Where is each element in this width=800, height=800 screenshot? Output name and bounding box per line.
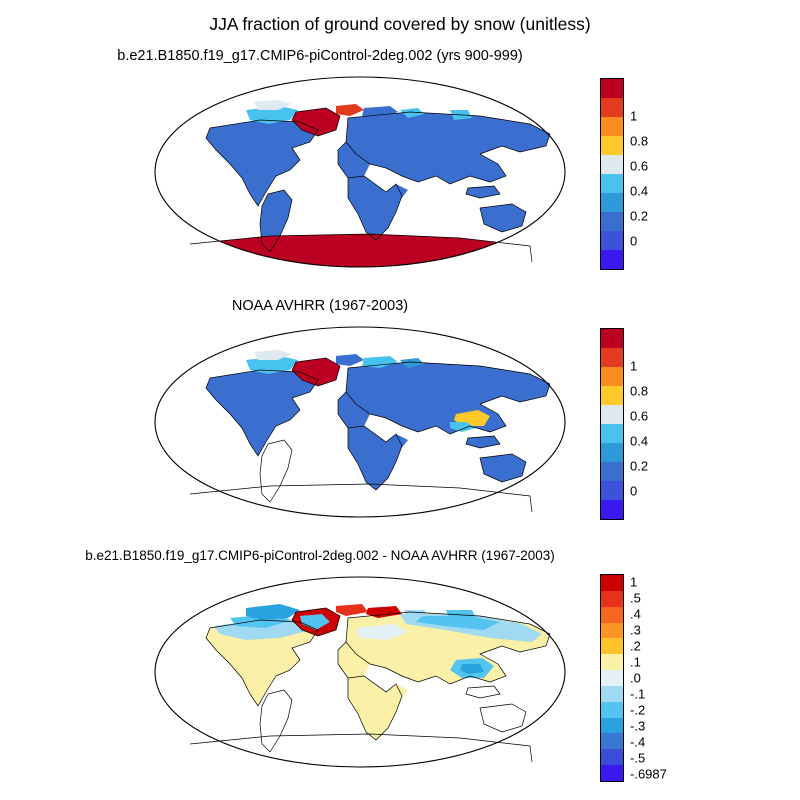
colorbar-obs-tick: 0.6: [630, 408, 649, 424]
colorbar-model-tick: 0.2: [630, 208, 649, 224]
colorbar-diff: [600, 574, 667, 782]
colorbar-diff-tick: .2: [630, 638, 641, 654]
panel-model: [0, 48, 800, 288]
colorbar-diff-tick: .1: [630, 654, 641, 670]
map-model-svg: [150, 72, 570, 272]
map-obs-fills: [206, 350, 550, 490]
colorbar-model-labels: [630, 78, 690, 270]
map-model: [150, 72, 570, 272]
colorbar-obs-labels: [630, 328, 690, 520]
colorbar-diff-tick: -.4: [630, 734, 646, 750]
map-obs: [150, 322, 570, 522]
colorbar-model-tick: 0.8: [630, 133, 649, 149]
map-diff: [150, 572, 570, 772]
colorbar-model-tick: 0: [630, 233, 638, 249]
colorbar-diff-tick: .5: [630, 590, 641, 606]
panel-obs: [0, 298, 800, 538]
colorbar-obs: [600, 328, 649, 520]
colorbar-obs-tick: 0: [630, 483, 638, 499]
colorbar-diff-tick: 1: [630, 574, 638, 590]
colorbar-diff-tick: .4: [630, 606, 641, 622]
colorbar-diff-labels: [630, 574, 690, 782]
panel-diff: [0, 548, 800, 794]
colorbar-diff-tick: -.3: [630, 718, 646, 734]
map-diff-fills: [206, 604, 550, 740]
colorbar-model-strip: [600, 78, 624, 270]
map-obs-svg: [150, 322, 570, 522]
colorbar-obs-tick: 1: [630, 358, 638, 374]
colorbar-diff-tick: .0: [630, 670, 641, 686]
panel-model-title: b.e21.B1850.f19_g17.CMIP6-piControl-2deg.002 (yrs 900-999): [117, 48, 523, 64]
colorbar-diff-tick: .3: [630, 622, 641, 638]
panel-diff-title: b.e21.B1850.f19_g17.CMIP6-piControl-2deg.002 - NOAA AVHRR (1967-2003): [85, 548, 555, 563]
colorbar-obs-tick: 0.8: [630, 383, 649, 399]
colorbar-obs-tick: 0.4: [630, 433, 649, 449]
colorbar-model-tick: 0.6: [630, 158, 649, 174]
colorbar-model-tick: 1: [630, 108, 638, 124]
colorbar-diff-tick: -.2: [630, 702, 646, 718]
colorbar-model: [600, 78, 649, 270]
colorbar-obs-strip: [600, 328, 624, 520]
colorbar-diff-tick: -.5: [630, 750, 646, 766]
colorbar-diff-strip: [600, 574, 624, 782]
figure-title: JJA fraction of ground covered by snow (unitless): [209, 14, 591, 34]
map-diff-svg: [150, 572, 570, 772]
colorbar-diff-tick: -.1: [630, 686, 646, 702]
panel-obs-title: NOAA AVHRR (1967-2003): [231, 298, 409, 314]
colorbar-diff-tick: -.6987: [630, 766, 667, 782]
colorbar-obs-tick: 0.2: [630, 458, 649, 474]
colorbar-model-tick: 0.4: [630, 183, 649, 199]
